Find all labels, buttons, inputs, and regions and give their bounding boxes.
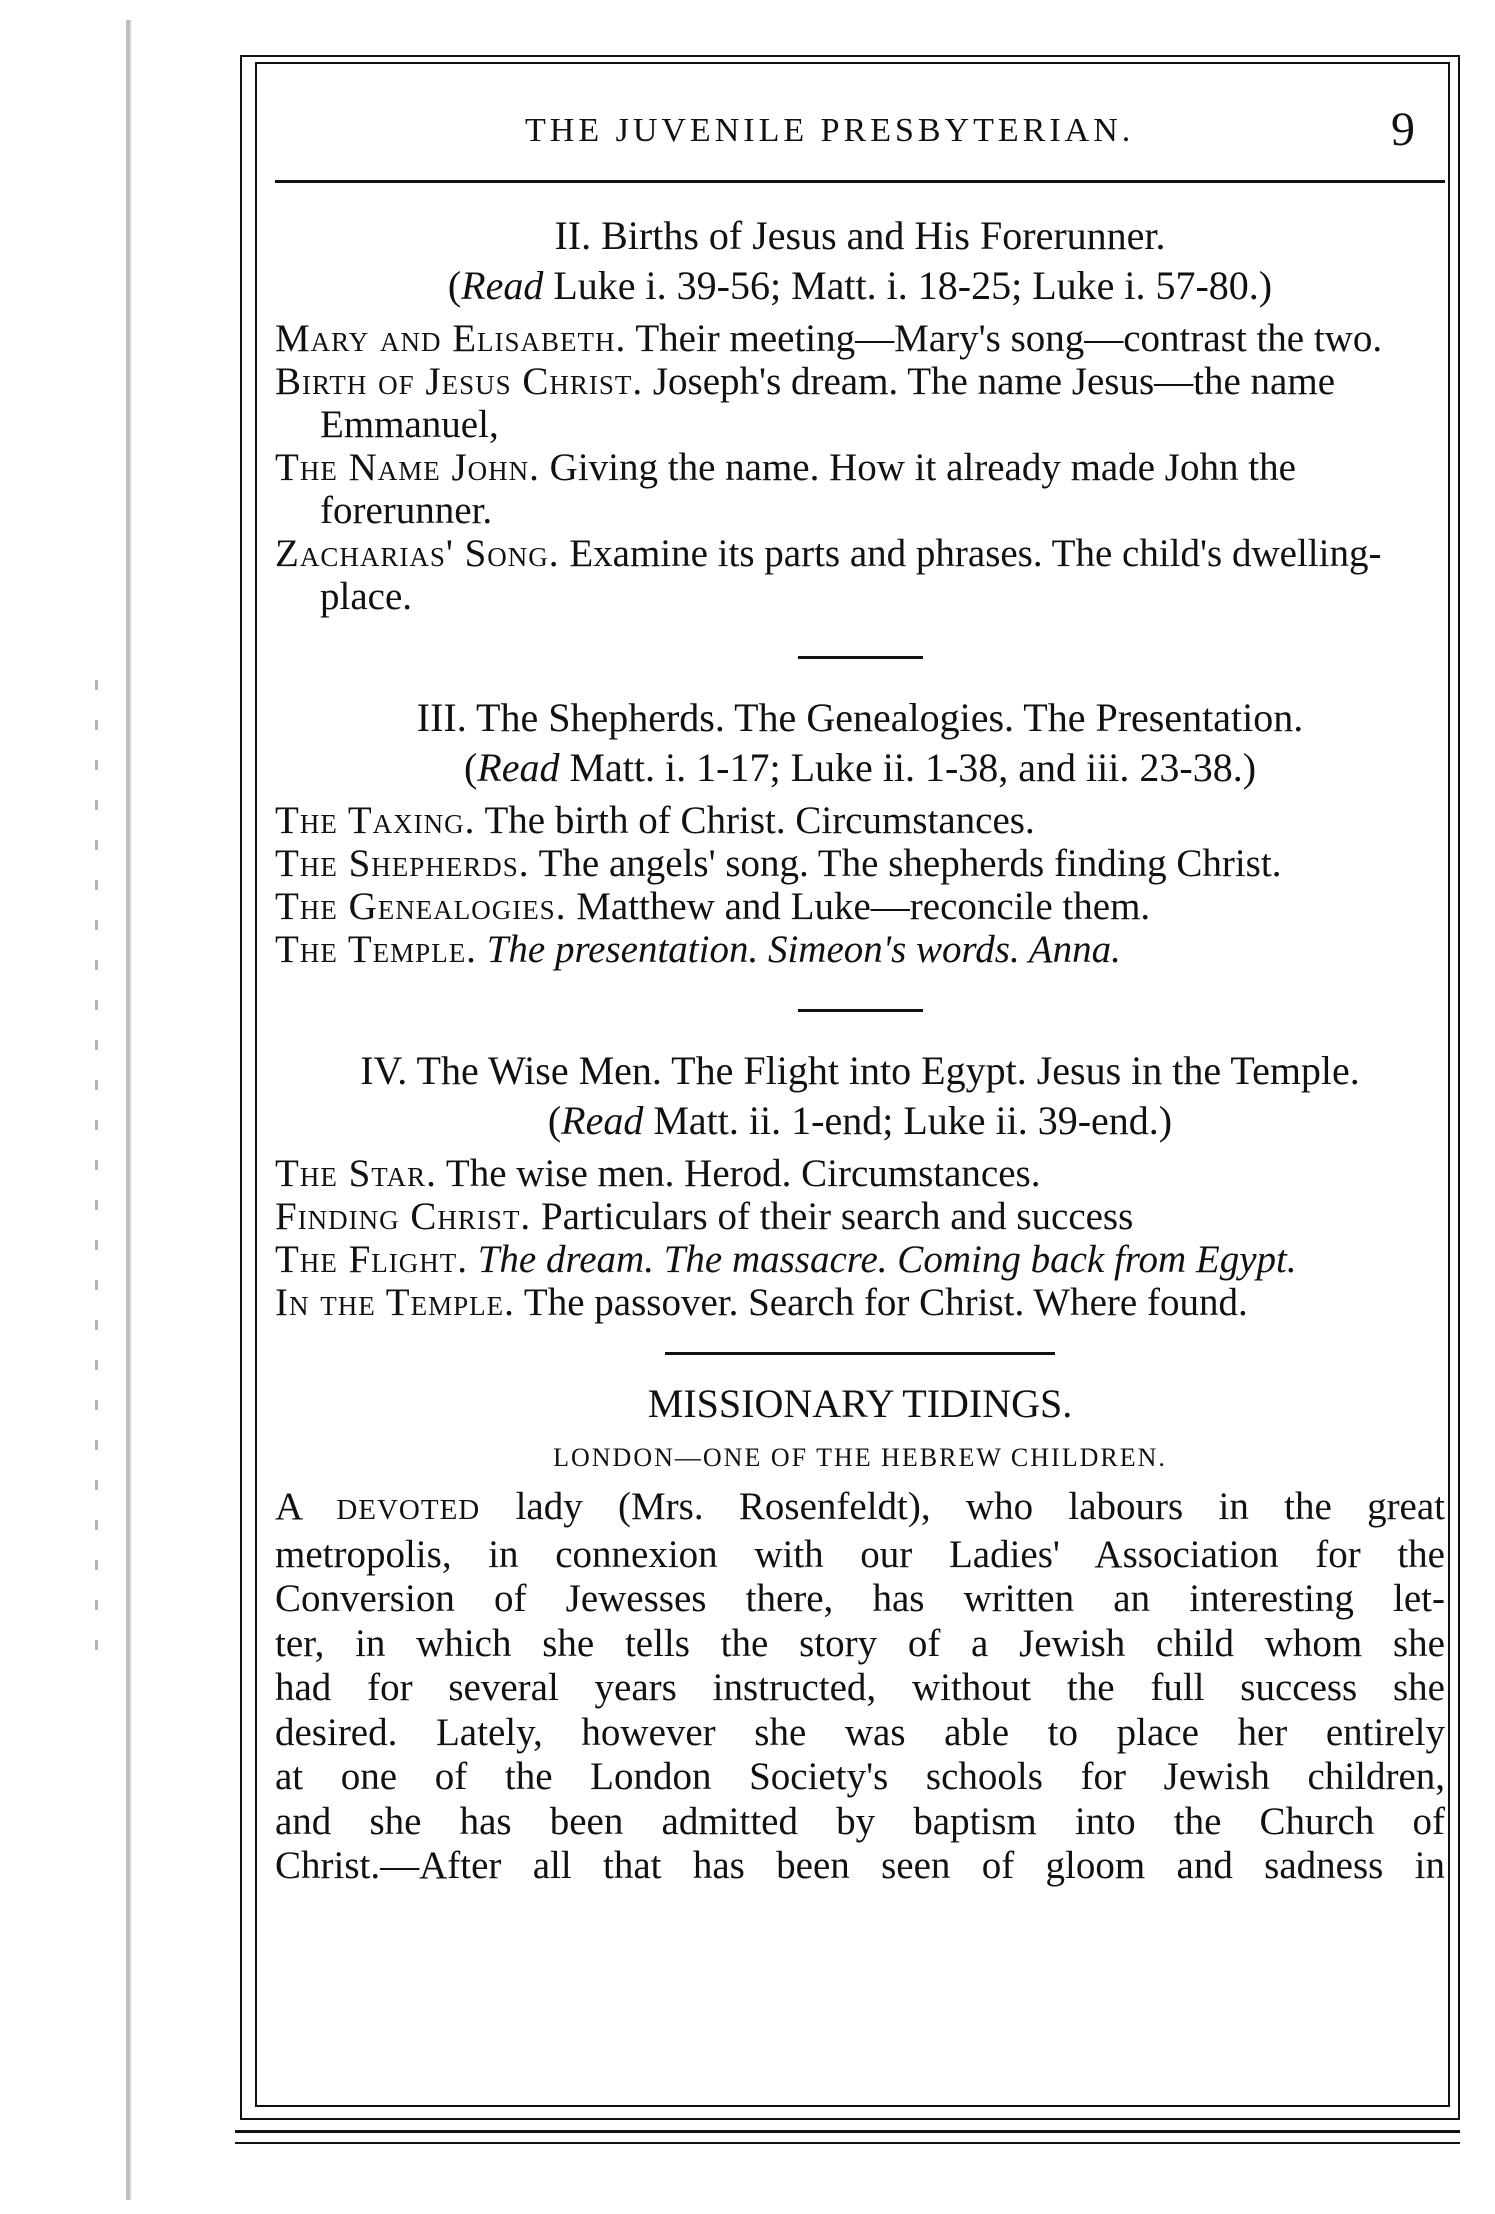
entry (275, 360, 1445, 446)
body-line: and she has been admitted by baptism into the Church of (275, 1799, 1445, 1843)
entry-text: The presentation. Simeon's words. Anna. (486, 928, 1121, 971)
entry-text: The wise men. Herod. Circumstances. (445, 1152, 1041, 1195)
body-line: desired. Lately, however she was able to place her entirely (275, 1710, 1445, 1754)
entry (275, 1195, 1445, 1238)
running-head (275, 62, 1445, 183)
missionary-subtitle: LONDON—ONE OF THE HEBREW CHILDREN. (553, 1443, 1167, 1472)
body-line: at one of the London Society's schools for Jewish children, (275, 1755, 1445, 1798)
entry-lead: The Star. (275, 1152, 437, 1195)
bottom-rule (235, 2130, 1460, 2133)
entry-lead: The Flight. (275, 1238, 468, 1281)
section-iii (275, 693, 1445, 971)
missionary-tidings (275, 1379, 1445, 1889)
section-heading: IV. The Wise Men. The Flight into Egypt. Jesus in the Temple. (360, 1048, 1360, 1093)
page-content (275, 62, 1445, 1889)
entry-lead: The Name John. (275, 446, 540, 489)
entry (275, 842, 1445, 885)
entry (275, 446, 1445, 532)
running-title: THE JUVENILE PRESBYTERIAN. (525, 112, 1135, 149)
missionary-title: MISSIONARY TIDINGS. (647, 1381, 1073, 1426)
entry (275, 532, 1445, 618)
reading-label: Read (461, 263, 544, 308)
entry-text: The dream. The massacre. Coming back from Egypt. (477, 1238, 1297, 1281)
body-line (275, 1485, 1445, 1533)
page-edge-scrap (120, 20, 138, 2200)
entry-lead: The Genealogies. (275, 885, 567, 928)
reading-refs: Matt. ii. 1-end; Luke ii. 39-end.) (643, 1098, 1173, 1143)
entry-text: Giving the name. How it already made John the forerunner. (320, 446, 1296, 532)
entry-text: The birth of Christ. Circumstances. (484, 799, 1035, 842)
entry-text: Joseph's dream. The name Jesus—the name Emmanuel, (320, 360, 1336, 446)
entry (275, 885, 1445, 928)
body-line: had for several years instructed, without the full success she (275, 1666, 1445, 1709)
section-iv (275, 1046, 1445, 1324)
reading-reference: (Read Luke i. 39-56; Matt. i. 18-25; Luke i. 57-80.) (447, 263, 1273, 308)
entry (275, 317, 1445, 360)
reading-refs: Luke i. 39-56; Matt. i. 18-25; Luke i. 57-80.) (543, 263, 1273, 308)
body-line: ter, in which she tells the story of a Jewish child whom she (275, 1621, 1445, 1665)
entry-text: The passover. Search for Christ. Where found. (523, 1281, 1248, 1324)
entry-lead: Mary and Elisabeth. (275, 317, 627, 360)
entry-text: The angels' song. The shepherds finding Christ. (538, 842, 1282, 885)
page-number: 9 (1391, 103, 1415, 156)
body-line-text: lady (Mrs. Rosenfeldt), who labours in the great (515, 1485, 1446, 1528)
body-line: Conversion of Jewesses there, has written an interesting let- (275, 1577, 1445, 1620)
page-edge-marks (95, 680, 98, 1680)
entry-lead: Birth of Jesus Christ. (275, 360, 644, 403)
section-heading: II. Births of Jesus and His Forerunner. (554, 213, 1166, 258)
entry-lead: The Temple. (275, 928, 477, 971)
body-line: metropolis, in connexion with our Ladies' Association for the (275, 1532, 1445, 1576)
lead-a: A (275, 1485, 302, 1528)
reading-refs: Matt. i. 1-17; Luke ii. 1-38, and iii. 23-38.) (559, 745, 1257, 790)
entry-text: Matthew and Luke—reconcile them. (576, 885, 1151, 928)
entry (275, 1281, 1445, 1324)
entry (275, 1152, 1445, 1195)
entry-text: Examine its parts and phrases. The child's dwelling-place. (320, 532, 1382, 618)
reading-reference: (Read Matt. i. 1-17; Luke ii. 1-38, and iii. 23-38.) (463, 745, 1257, 790)
entry-text: Particulars of their search and success (540, 1195, 1134, 1238)
entry-text: Their meeting—Mary's song—contrast the two. (635, 317, 1383, 360)
body-line: Christ.—After all that has been seen of gloom and sadness in (275, 1844, 1445, 1887)
section-ii (275, 211, 1445, 618)
reading-label: Read (561, 1098, 644, 1143)
entry-lead: Zacharias' Song. (275, 532, 560, 575)
reading-label: Read (477, 745, 560, 790)
lead-devoted: DEVOTED (336, 1494, 481, 1526)
entry-lead: The Taxing. (275, 799, 476, 842)
entry (275, 799, 1445, 842)
entry (275, 1238, 1445, 1281)
entry-lead: The Shepherds. (275, 842, 530, 885)
section-heading: III. The Shepherds. The Genealogies. The Presentation. (416, 695, 1304, 740)
reading-reference: (Read Matt. ii. 1-end; Luke ii. 39-end.) (547, 1098, 1173, 1143)
bottom-rule-secondary (235, 2142, 1460, 2144)
entry-lead: In the Temple. (275, 1281, 515, 1324)
entry-lead: Finding Christ. (275, 1195, 532, 1238)
entry (275, 928, 1445, 971)
